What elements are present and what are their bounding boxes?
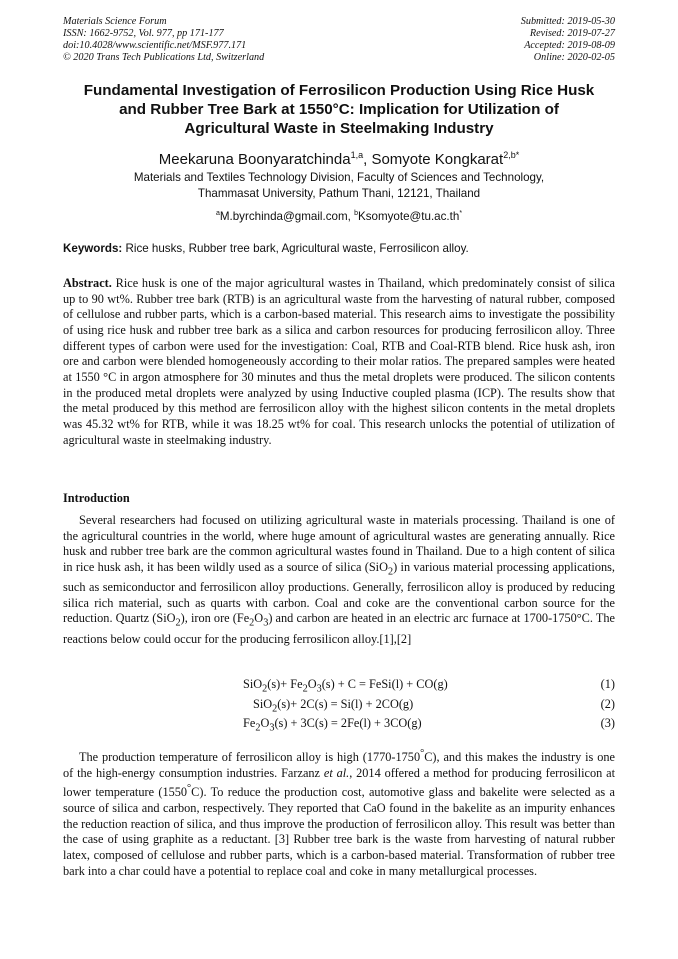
author-separator: ,	[363, 151, 372, 168]
intro-p1-text-b: ) in various material processing applications, such as semiconductor and ferrosilicon alloy productions. Generally, ferrosilicon alloy is produced by reducing silica rich material, such as quarts with carbon. Coal and coke are the conventional carbon source for the reduction. Quartz (SiO	[63, 559, 615, 626]
author-2-affiliation-mark: 2,b*	[503, 150, 520, 160]
email-a[interactable]: M.byrchinda@gmail.com,	[219, 209, 355, 223]
eq-subscript: 3	[316, 683, 322, 695]
abstract-text: Rice husk is one of the major agricultural wastes in Thailand, which predominately consist of silica up to 90 wt%. Rubber tree bark (RTB) is an agricultural waste from the harvesting of natural rubber, composed of cellulose and rubber parts, which is a carbon-based material. This research aims to investigate the possibility of using rice husk and rubber tree bark as a silica and carbon resources for producing ferrosilicon alloy. Three different types of carbon were used for the investigation: Coal, RTB and Coal-RTB blend. Rice husk ash, iron ore and carbon were blended homogeneously according to their molar ratios. The prepared samples were heated at 1550 °C in argon atmosphere for 30 minutes and thus the metal droplets were produced. The silicon contents in the produced metal droplets were analyzed by using Inductive coupled plasma (ICP). The results show that the metal produced by this method are ferrosilicon alloy with the highest silicon contents in the metal droplets was 45.32 wt% for RTB, while it was 18.25 wt% for coal. This research unlocks the potential of utilization of agricultural waste in steelmaking industry.	[63, 276, 615, 447]
eq-term: O	[307, 677, 317, 691]
equation-3-formula	[243, 715, 422, 736]
eq-subscript: 3	[269, 722, 275, 734]
intro-p2-text-b: C), and this makes the industry is one of the high-energy consumption industries. Farzanz	[63, 750, 615, 780]
eq-term: O	[260, 716, 270, 730]
email-a-mark: a	[215, 210, 220, 217]
author-list	[40, 146, 638, 169]
eq-term: (s)+ 2C(s) = Si(l) + 2CO(g)	[277, 697, 414, 711]
accepted-date: Accepted: 2019-08-09	[524, 40, 615, 51]
keywords-text: Rice husks, Rubber tree bark, Agricultural waste, Ferrosilicon alloy.	[122, 242, 469, 255]
introduction-heading: Introduction	[63, 491, 130, 505]
submission-dates	[521, 16, 615, 64]
equation-1	[63, 676, 615, 695]
intro-p1-subscript: 3	[263, 617, 269, 629]
author-emails	[40, 207, 638, 224]
journal-doi: doi:10.4028/www.scientific.net/MSF.977.171	[63, 40, 247, 51]
equation-2-number: (2)	[600, 697, 615, 711]
journal-issn: ISSN: 1662-9752, Vol. 977, pp 171-177	[63, 28, 224, 39]
submitted-date: Submitted: 2019-05-30	[520, 16, 615, 27]
revised-date: Revised: 2019-07-27	[529, 28, 615, 39]
eq-subscript: 2	[255, 722, 261, 734]
online-date: Online: 2020-02-05	[533, 52, 615, 63]
equation-1-formula	[243, 676, 448, 697]
title-line-3: Agricultural Waste in Steelmaking Industry	[184, 120, 494, 137]
affiliation-line-2: Thammasat University, Pathum Thani, 12121, Thailand	[197, 186, 481, 200]
intro-p1-subscript: 2	[175, 617, 181, 629]
eq-term: SiO	[243, 677, 263, 691]
eq-term: (s) + C = FeSi(l) + CO(g)	[321, 677, 448, 691]
eq-term: (s)+ Fe	[267, 677, 303, 691]
degree-symbol: °	[187, 783, 192, 795]
degree-symbol: °	[420, 748, 425, 759]
eq-subscript: 2	[262, 683, 268, 695]
keywords	[63, 242, 615, 256]
intro-p1-subscript: 2	[249, 617, 255, 629]
intro-p2-text-a: The production temperature of ferrosilicon alloy is high (1770-1750	[79, 750, 421, 765]
eq-subscript: 2	[302, 683, 308, 695]
journal-name: Materials Science Forum	[63, 16, 167, 27]
title-line-1: Fundamental Investigation of Ferrosilicon Production Using Rice Husk	[83, 82, 595, 99]
equation-3	[63, 715, 615, 734]
author-1-affiliation-mark: 1,a	[350, 150, 364, 160]
email-b[interactable]: Ksomyote@tu.ac.th	[357, 209, 460, 223]
eq-term: SiO	[253, 697, 273, 711]
author-2: Somyote Kongkarat	[371, 151, 504, 168]
affiliation-line-1: Materials and Textiles Technology Division, Faculty of Sciences and Technology,	[133, 171, 545, 184]
eq-term: Fe	[243, 716, 256, 730]
et-al: et al.	[323, 765, 350, 780]
eq-subscript: 2	[272, 703, 278, 715]
introduction-paragraph-1	[63, 513, 615, 647]
intro-p1-text-e: ) and carbon are heated in an electric arc furnace at 1700-1750°C. The reactions below could occur for the producing ferrosilicon alloy.[1],[2]	[63, 611, 615, 646]
email-b-mark: b	[354, 210, 358, 217]
equation-1-number: (1)	[600, 677, 615, 691]
paper-title	[40, 81, 638, 138]
journal-info	[63, 16, 264, 64]
eq-term: (s) + 3C(s) = 2Fe(l) + 3CO(g)	[274, 716, 422, 730]
journal-copyright: © 2020 Trans Tech Publications Ltd, Switzerland	[63, 52, 265, 63]
affiliation	[40, 170, 638, 201]
author-1: Meekaruna Boonyaratchinda	[158, 151, 351, 168]
intro-p1-text-c: ), iron ore (Fe	[180, 611, 250, 626]
abstract-label: Abstract.	[63, 276, 112, 290]
corresponding-mark: *	[459, 210, 463, 217]
introduction-paragraph-2	[63, 746, 615, 879]
keywords-label: Keywords:	[63, 242, 123, 255]
intro-p1-subscript: 2	[387, 566, 394, 578]
title-line-2: and Rubber Tree Bark at 1550°C: Implication for Utilization of	[119, 101, 559, 118]
intro-p1-text-d: O	[254, 611, 264, 626]
intro-p2-text-d: C). To reduce the production cost, automotive glass and bakelite were selected as a source of silica and carbon, respectively. They reported that CaO found in the bakelite as an impurity enhances the reduction reaction of silica, and thus improve the production of ferrosilicon alloy. This result was better than the case of using graphite as a reductant. [3] Rubber tree bark is the waste from harvesting of natural rubber latex, composed of cellulose and rubber parts, which is a carbon-based material. Transformation of rubber tree bark into a char could have a potential to replace coal and coke in many metallurgical processes.	[63, 785, 615, 878]
intro-p1-text-a: Several researchers had focused on utilizing agricultural waste in materials processing. Thailand is one of the agricultural countries in the world, where huge amount of agricultural wastes are generating annually. Rice husk and rubber tree bark are the common agricultural wastes found in Thailand. Due to a high content of silica in rice husk ash, it has been wildly used as a source of silica (SiO	[63, 513, 615, 574]
equation-3-number: (3)	[600, 716, 615, 730]
intro-p2-text-c: , 2014 offered a method for producing ferrosilicon at lower temperature (1550	[63, 765, 615, 800]
equation-2	[63, 696, 615, 715]
abstract	[63, 276, 615, 448]
